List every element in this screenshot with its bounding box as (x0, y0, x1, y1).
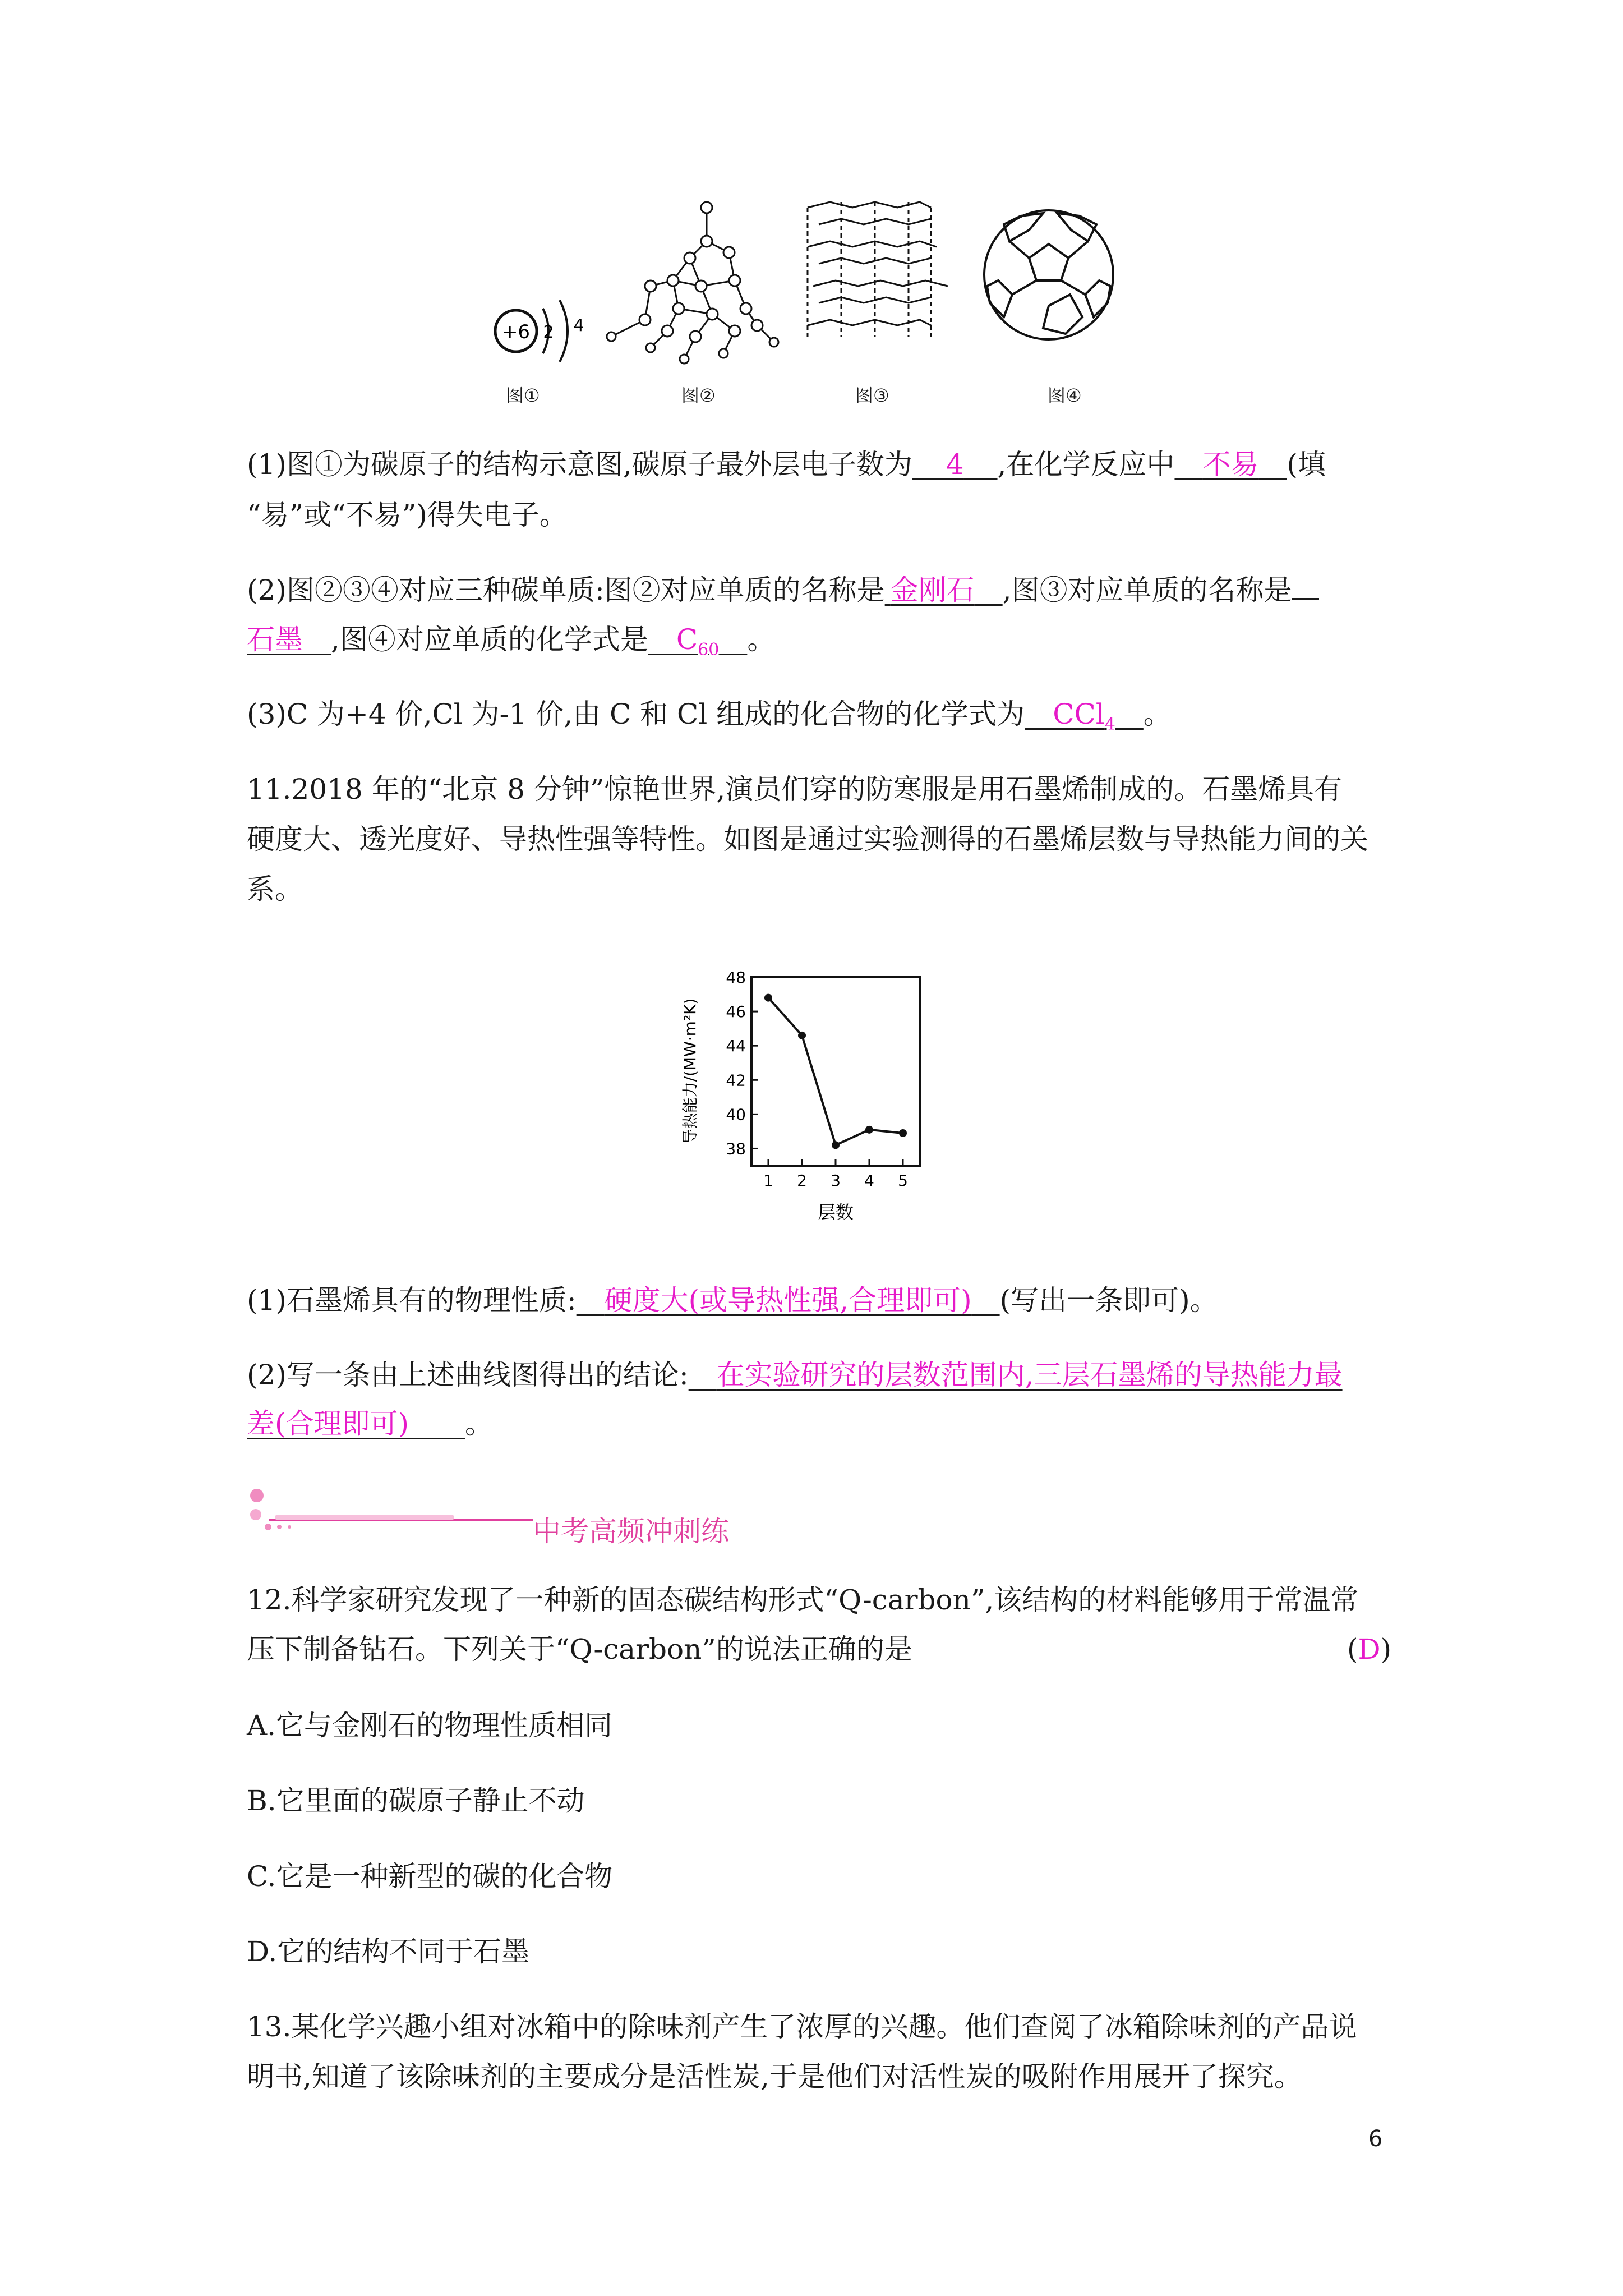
x-tick-label: 5 (898, 1171, 908, 1190)
answer-ccl4: CCl$_4$ (1053, 698, 1115, 734)
data-point (832, 1141, 840, 1149)
q13-line1: 13.某化学兴趣小组对冰箱中的除味剂产生了浓厚的兴趣。他们查阅了冰箱除味剂的产品说 (247, 2010, 1357, 2043)
fig1-caption: 图① (506, 385, 540, 406)
x-tick-label: 3 (831, 1171, 841, 1190)
q10-part3: (3)C 为+4 价,Cl 为-1 价,由 C 和 Cl 组成的化合物的化学式为 CCl$_4$ 。 (247, 698, 1172, 734)
thermal-conductivity-chart (673, 965, 965, 1234)
series-line (768, 998, 903, 1145)
y-tick-label: 38 (726, 1139, 746, 1158)
answer-outer-electrons: 4 (946, 448, 964, 481)
diamond-structure (607, 202, 778, 364)
q11-sub1: (1)石墨烯具有的物理性质: 硬度大(或导热性强,合理即可) (写出一条即可)。 (247, 1284, 1218, 1317)
x-tick-label: 1 (763, 1171, 773, 1190)
q12-option-a: A.它与金刚石的物理性质相同 (247, 1709, 613, 1742)
y-tick-label: 44 (726, 1037, 746, 1056)
q12-option-d: D.它的结构不同于石墨 (247, 1935, 530, 1968)
y-tick-label: 48 (726, 968, 746, 987)
page-number: 6 (1368, 2126, 1383, 2152)
data-point (865, 1126, 873, 1134)
y-tick-label: 42 (726, 1071, 746, 1090)
answer-conclusion-part1: 在实验研究的层数范围内,三层石墨烯的导热能力最 (716, 1359, 1343, 1391)
answer-conclusion-part2: 差(合理即可) (247, 1407, 409, 1440)
shell-1-count: 2 (543, 323, 554, 342)
q11-sub2-line1: (2)写一条由上述曲线图得出的结论: 在实验研究的层数范围内,三层石墨烯的导热能力最 (247, 1359, 1343, 1391)
answer-c60: $C_{60}$ (676, 623, 720, 660)
q11-line3: 系。 (247, 873, 303, 905)
answer-graphite: 石墨 (247, 623, 303, 656)
y-ticks (726, 968, 758, 1158)
data-point (764, 994, 772, 1002)
fig2-caption: 图② (681, 385, 716, 406)
plot-frame (751, 977, 920, 1166)
fig3-caption: 图③ (855, 385, 889, 406)
y-tick-label: 46 (726, 1002, 746, 1022)
nucleus-charge: +6 (501, 321, 531, 343)
y-axis-label: 导热能力/(MW·m²K) (681, 998, 699, 1145)
q11-sub2-line2: 差(合理即可) 。 (247, 1407, 494, 1440)
section-decoration (247, 1481, 538, 1543)
q11-line1: 11.2018 年的“北京 8 分钟”惊艳世界,演员们穿的防寒服是用石墨烯制成的。石墨烯具有 (247, 773, 1343, 806)
answer-physical-property: 硬度大(或导热性强,合理即可) (604, 1284, 972, 1317)
q13-line2: 明书,知道了该除味剂的主要成分是活性炭,于是他们对活性炭的吸附作用展开了探究。 (247, 2060, 1302, 2093)
q12-answer: (D) (1347, 1633, 1392, 1665)
answer-gain-lose-electrons: 不易 (1202, 448, 1259, 481)
data-point (798, 1032, 806, 1039)
q12-option-c: C.它是一种新型的碳的化合物 (247, 1860, 613, 1893)
q10-part1-line1: (1)图①为碳原子的结构示意图,碳原子最外层电子数为 4 ,在化学反应中 不易 (填 (247, 448, 1326, 481)
q10-part2-line1: (2)图②③④对应三种碳单质:图②对应单质的名称是 金刚石 ,图③对应单质的名称是 (247, 573, 1319, 607)
x-tick-label: 4 (864, 1171, 874, 1190)
y-tick-label: 40 (726, 1105, 746, 1124)
q10-part1-line2: “易”或“不易”)得失电子。 (247, 499, 568, 531)
q12-option-b: B.它里面的碳原子静止不动 (247, 1784, 585, 1817)
fig4-caption: 图④ (1048, 385, 1082, 406)
x-axis-label: 层数 (817, 1202, 854, 1223)
c60-structure (984, 210, 1113, 339)
q10-part2-line2: 石墨 ,图④对应单质的化学式是 $C_{60}$ 。 (247, 623, 776, 660)
x-tick-label: 2 (797, 1171, 807, 1190)
graphite-structure (808, 202, 948, 337)
q12-line1: 12.科学家研究发现了一种新的固态碳结构形式“Q-carbon”,该结构的材料能够用于常温常 (247, 1584, 1359, 1616)
q11-line2: 硬度大、透光度好、导热性强等特性。如图是通过实验测得的石墨烯层数与导热能力间的关 (247, 823, 1368, 855)
section-title: 中考高频冲刺练 (533, 1515, 729, 1548)
x-ticks (763, 1159, 908, 1190)
data-point (899, 1129, 907, 1137)
carbon-atom-diagram (495, 300, 584, 362)
q12-line2: 压下制备钻石。下列关于“Q-carbon”的说法正确的是 (247, 1633, 912, 1665)
shell-2-count: 4 (573, 316, 584, 335)
answer-diamond: 金刚石 (890, 574, 975, 606)
